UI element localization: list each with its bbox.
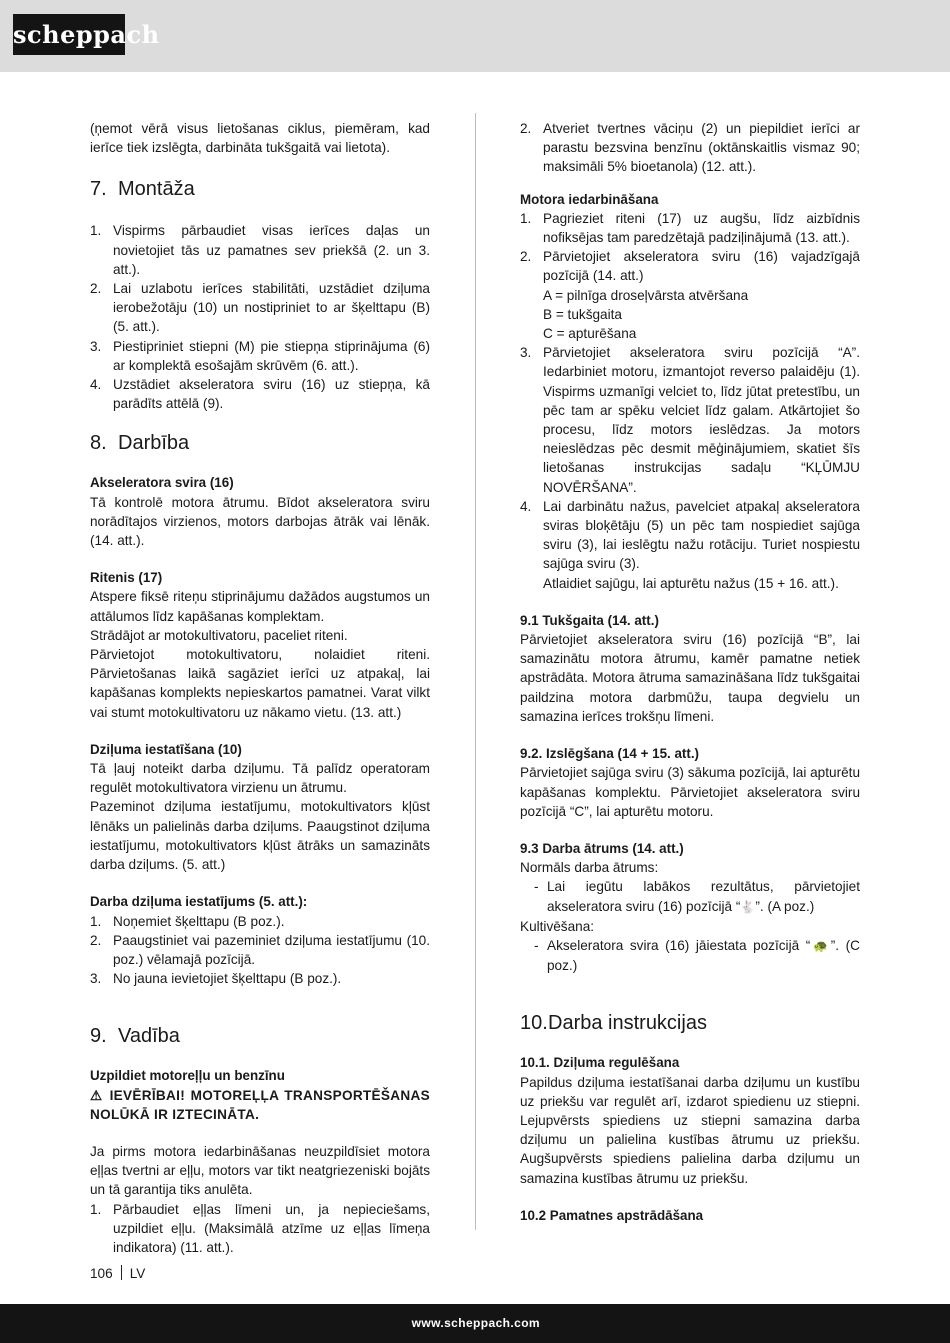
depth-heading: Dziļuma iestatīšana (10) — [90, 741, 242, 757]
depth-regulation-heading: 10.1. Dziļuma regulēšana — [520, 1055, 680, 1071]
section-7-list — [90, 221, 430, 413]
work-depth-heading: Darba dziļuma iestatījums (5. att.): — [90, 894, 308, 910]
idle-heading: 9.1 Tukšgaita (14. att.) — [520, 612, 659, 628]
brand-logo: scheppach — [13, 14, 125, 55]
section-9-heading: 9. Vadība — [90, 1025, 180, 1048]
speed-heading: 9.3 Darba ātrums (14. att.) — [520, 840, 684, 856]
list-item: 1. Pārbaudiet eļļas līmeni un, ja nepieciešams, uzpildiet eļļu. (Maksimālā atzīme uz eļļas līmeņa indikatora) (11. att.). — [90, 1201, 430, 1255]
list-item: 2. Lai uzlabotu ierīces stabilitāti, uzstādiet dziļuma ierobežotāju (10) un nostipriniet to ar šķelttapu (B) (5. att.). — [90, 281, 430, 335]
list-item: 1. Pagrieziet riteni (17) uz augšu, līdz aizbīdnis nofiksējas tam paredzētajā padziļinājumā (13. att.). — [520, 210, 860, 246]
list-item: 1. Noņemiet šķelttapu (B poz.). — [90, 913, 285, 929]
rabbit-icon: 🐇 — [740, 899, 756, 914]
list-item: - Akseleratora svira (16) jāiestata pozīcijā “🐢”. (C poz.) — [534, 937, 860, 974]
cultivation-list — [520, 936, 860, 975]
speed-normal-list — [520, 877, 860, 916]
engine-start-list — [520, 209, 860, 593]
wheel-text-3: Pārvietojot motokultivatoru, nolaidiet riteni. Pārvietošanas laikā sagāziet ierīci uz atpakaļ, lai kapāšanas komplekts nepieskartos pamatnei. Varat vilkt vai stumt motokultivatoru uz nākamo vietu. (13. att.) — [90, 647, 430, 720]
shutdown-text: Pārvietojiet sajūga sviru (3) sākuma pozīcijā, lai apturētu kapāšanas komplektu. Pārvietojiet akseleratora sviru pozīcijā “C”, lai apturētu motoru. — [520, 765, 861, 819]
fuel-list-continued — [520, 119, 860, 177]
header-bar — [0, 0, 950, 72]
list-item: 3. No jauna ievietojiet šķelttapu (B poz.). — [90, 971, 342, 987]
intro-text: (ņemot vērā visus lietošanas ciklus, piemēram, kad ierīce tiek izslēgta, darbināta tukšgaitā vai lietota). — [90, 121, 430, 156]
list-item: 1. Vispirms pārbaudiet visas ierīces daļas un novietojiet tās uz pamatnes sev priekšā (2. un 3. att.). — [90, 223, 430, 277]
engine-start-heading: Motora iedarbināšana — [520, 191, 659, 207]
list-item: 4. Uzstādiet akseleratora sviru (16) uz stiepņa, kā parādīts attēlā (9). — [90, 377, 430, 412]
wheel-text-2: Strādājot ar motokultivatoru, paceliet riteni. — [90, 627, 348, 643]
oil-warning: ⚠ IEVĒRĪBAI! MOTOREĻĻA TRANSPORTĒŠANAS NOLŪKĀ IR IZTECINĀTA. — [90, 1087, 430, 1122]
ground-work-heading: 10.2 Pamatnes apstrādāšana — [520, 1207, 704, 1223]
shutdown-heading: 9.2. Izslēgšana (14 + 15. att.) — [520, 746, 700, 762]
throttle-heading: Akseleratora svira (16) — [90, 475, 234, 491]
list-item: 2. Pārvietojiet akseleratora sviru (16) vajadzīgajā pozīcijā (14. att.) A = pilnīga droseļvārsta atvēršana B = tukšgaita C = apturēšana — [520, 249, 860, 342]
list-item: 3. Pārvietojiet akseleratora sviru pozīcijā “A”. Iedarbiniet motoru, izmantojot reverso palaidēju (1). Vispirms uzmanīgi velciet to, līdz jūtat pretestību, un pēc tam ar spēku velciet līdz galam. Atkārtojiet šo procesu, līdz motors ieslēdzas. Ja motors neieslēdzas pēc desmit mēģinājumiem, skatiet šīs lietošanas instrukcijas sadaļu “KĻŪMJU NOVĒRŠANA”. — [520, 345, 860, 495]
wheel-text-1: Atspere fiksē riteņu stiprinājumu dažādos augstumos un attālumos līdz kapāšanas komplektam. — [90, 589, 430, 624]
fuel-heading: Uzpildiet motoreļļu un benzīnu — [90, 1068, 285, 1084]
section-7-heading: 7. Montāža — [90, 178, 195, 201]
wheel-heading: Ritenis (17) — [90, 570, 163, 586]
right-column — [520, 119, 860, 1225]
depth-text-2: Pazeminot dziļuma iestatījumu, motokultivators kļūst lēnāks un palielinās darba dziļums. Paaugstinot dziļuma iestatījumu, motokultivators kļūst ātrāks un samazināts darba dziļums. (5. att.) — [90, 799, 430, 873]
list-item: 3. Piestipriniet stiepni (M) pie stiepņa stiprinājuma (6) ar komplektā esošajām skrūvēm (6. att.). — [90, 338, 430, 373]
cultivation-label: Kultivēšana: — [520, 918, 595, 934]
left-column — [90, 119, 430, 1257]
oil-text: Ja pirms motora iedarbināšanas neuzpildīsiet motora eļļas tvertni ar eļļu, motors var tikt neatgriezeniski bojāts un tā garantija tiks anulēta. — [90, 1143, 430, 1198]
idle-text: Pārvietojiet akseleratora sviru (16) pozīcijā “B”, lai samazinātu motora ātrumu, kamēr pamatne netiek apstrādāta. Motora ātruma samazināšana līdz tukšgaitai paildzina motora darbmūžu, taupa degvielu un samazina ierīces trokšņu līmeni. — [520, 632, 860, 724]
website-url: www.scheppach.com — [411, 1316, 540, 1330]
turtle-icon: 🐢 — [810, 938, 831, 953]
list-item: 4. Lai darbinātu nažus, pavelciet atpakaļ akseleratora sviras bloķētāju (5) un pēc tam nospiediet sajūga sviru (3), lai ieslēgtu nažu rotāciju. Turiet nospiestu sajūga sviru (3). Atlaidiet sajūgu, lai apturētu nažus (15 + 16. att.). — [520, 498, 860, 591]
depth-text-1: Tā ļauj noteikt darba dziļumu. Tā palīdz operatoram regulēt motokultivatora virzienu un ātrumu. — [90, 761, 430, 796]
section-9-list — [90, 1200, 430, 1258]
page-number: 106 LV — [90, 1266, 146, 1281]
list-item: - Lai iegūtu labākos rezultātus, pārvietojiet akseleratora sviru (16) pozīcijā “🐇”. (A poz.) — [534, 879, 860, 914]
section-10-heading: 10.Darba instrukcijas — [520, 1012, 707, 1035]
speed-normal-label: Normāls darba ātrums: — [520, 860, 659, 876]
column-divider — [475, 113, 476, 1230]
work-depth-list — [90, 912, 430, 989]
footer-bar — [0, 1304, 950, 1343]
depth-regulation-text: Papildus dziļuma iestatīšanai darba dziļumu un kustību uz priekšu var regulēt arī, izdarot spiedienu uz stiepni. Lejupvērsts spiediens uz stiepni samazina darba dziļumu un palielina kustības ātrumu uz priekšu. Augšupvērsts spiediens palielina darba dziļumu un samazina kustības ātrumu uz priekšu. — [520, 1074, 860, 1186]
list-item: 2. Atveriet tvertnes vāciņu (2) un piepildiet ierīci ar parastu bezsvina benzīnu (oktānskaitlis vismaz 90; maksimāli 5% bioetanola) (12. att.). — [520, 121, 860, 175]
section-8-heading: 8. Darbība — [90, 432, 190, 455]
throttle-text: Tā kontrolē motora ātrumu. Bīdot akseleratora sviru norādītajos virzienos, motors darbojas ātrāk vai lēnāk. (14. att.). — [90, 494, 430, 549]
list-item: 2. Paaugstiniet vai pazeminiet dziļuma iestatījumu (10. poz.) vēlamajā pozīcijā. — [90, 932, 430, 967]
